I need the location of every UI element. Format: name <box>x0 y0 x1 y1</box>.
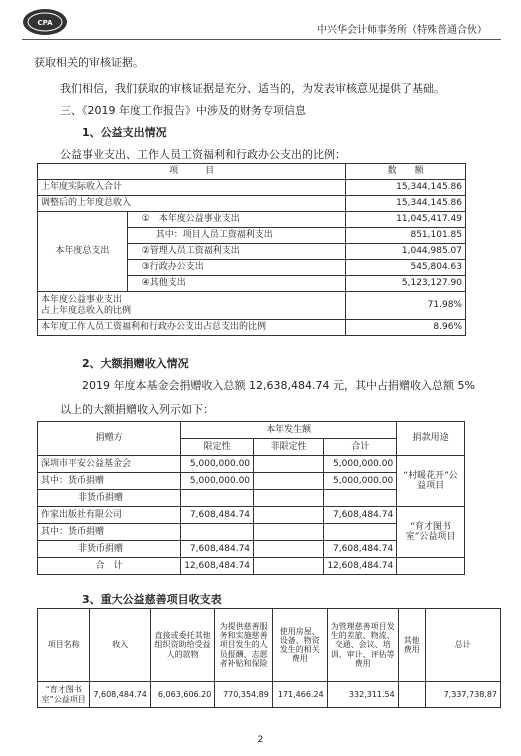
total-header: 合计 <box>324 439 397 456</box>
restricted-cell: 7,608,484.74 <box>181 541 254 558</box>
unrestricted-cell <box>254 473 324 490</box>
ratio1-line-a: 本年度公益事业支出 <box>41 295 123 306</box>
expense-ratio-table <box>37 163 466 336</box>
restricted-cell <box>181 490 254 507</box>
purpose-header: 捐款用途 <box>397 422 465 456</box>
donation-table <box>37 421 465 575</box>
header-facilities: 使用房屋、设备、物资发生的相关费用 <box>272 609 327 682</box>
donor-name: 其中：货币捐赠 <box>38 524 181 541</box>
ratio2-value: 8.96% <box>346 320 466 336</box>
sub-value: 1,044,985.07 <box>346 244 466 260</box>
header-admin: 为管理慈善项目发生的差旅、物流、交通、会议、培训、审计、评估等费用 <box>327 609 398 682</box>
project-other <box>398 682 425 708</box>
header-other: 其他费用 <box>398 609 425 682</box>
restricted-cell: 5,000,000.00 <box>181 456 254 473</box>
s3-heading: 3、重大公益慈善项目收支表 <box>82 593 222 606</box>
row-value: 15,344,145.86 <box>346 196 466 212</box>
header-direct-aid: 直接或委托其他组织资助给受益人的款物 <box>150 609 215 682</box>
cpa-logo <box>22 8 68 36</box>
sub-value: 5,123,127.90 <box>346 276 466 292</box>
donor-header: 捐赠方 <box>38 422 181 456</box>
sub-value: 545,804.63 <box>346 260 466 276</box>
donor-name: 非货币捐赠 <box>38 490 181 507</box>
firm-name: 中兴华会计师事务所（特殊普通合伙） <box>317 25 487 36</box>
ratio1-line-b: 占上年度总收入的比例 <box>41 305 132 316</box>
intro-line-1: 获取相关的审核证据。 <box>34 56 144 69</box>
project-income: 7,608,484.74 <box>90 682 150 708</box>
total-cell: 7,608,484.74 <box>324 541 397 558</box>
header-income: 收入 <box>90 609 150 682</box>
group-label: 本年度总支出 <box>38 212 128 292</box>
sub-value: 851,101.85 <box>346 228 466 244</box>
purpose-1: “村暖花开”公益项目 <box>397 456 465 507</box>
total-cell <box>324 524 397 541</box>
unrestricted-cell <box>254 541 324 558</box>
header-personnel: 为提供慈善服务和实施慈善项目发生的人员报酬、志愿者补贴和保险 <box>215 609 273 682</box>
purpose-2: “育才图书室”公益项目 <box>397 507 465 558</box>
restricted-cell: 7,608,484.74 <box>181 507 254 524</box>
ratio1-label <box>38 292 346 320</box>
ratio2-label: 本年度工作人员工资福利和行政办公支出占总支出的比例 <box>38 320 346 336</box>
s2-heading: 2、大额捐赠收入情况 <box>82 357 189 370</box>
unrestricted-header: 非限定性 <box>254 439 324 456</box>
ratio1-value: 71.98% <box>346 292 466 320</box>
total-purpose <box>397 558 465 575</box>
total-row-label: 合 计 <box>38 558 181 575</box>
row-value: 15,344,145.86 <box>346 180 466 196</box>
total-cell: 5,000,000.00 <box>324 473 397 490</box>
project-total: 7,337,738.87 <box>425 682 501 708</box>
sub-label: ① 本年度公益事业支出 <box>127 212 345 228</box>
col-amount-header: 数 额 <box>346 164 466 180</box>
donor-name: 作家出版社有限公司 <box>38 507 181 524</box>
header-divider <box>22 39 501 40</box>
total-cell: 7,608,484.74 <box>324 507 397 524</box>
donor-name: 其中：货币捐赠 <box>38 473 181 490</box>
project-table <box>37 608 501 708</box>
sub-label: ②管理人员工资福利支出 <box>127 244 345 260</box>
col-item-header: 项 目 <box>38 164 346 180</box>
s1-caption: 公益事业支出、工作人员工资福利和行政办公支出的比例： <box>60 148 346 161</box>
total-unrestricted <box>254 558 324 575</box>
s2-para-1: 2019 年度本基金会捐赠收入总额 12,638,484.74 元，其中占捐赠收入总额 5% <box>82 379 475 392</box>
total-restricted: 12,608,484.74 <box>181 558 254 575</box>
project-name: “育才图书室”公益项目 <box>38 682 90 708</box>
unrestricted-cell <box>254 490 324 507</box>
project-personnel: 770,354.89 <box>215 682 273 708</box>
s2-para-2: 以上的大额捐赠收入列示如下： <box>60 403 214 416</box>
total-cell <box>324 490 397 507</box>
restricted-cell <box>181 524 254 541</box>
unrestricted-cell <box>254 524 324 541</box>
header-total: 总计 <box>425 609 501 682</box>
intro-line-2: 我们相信，我们获取的审核证据是充分、适当的，为发表审核意见提供了基础。 <box>60 82 445 95</box>
donor-name: 深圳市平安公益基金会 <box>38 456 181 473</box>
donor-name: 非货币捐赠 <box>38 541 181 558</box>
year-amount-header: 本年发生额 <box>181 422 397 439</box>
page-number: 2 <box>257 735 264 745</box>
sub-label: ④其他支出 <box>127 276 345 292</box>
sub-value: 11,045,417.49 <box>346 212 466 228</box>
unrestricted-cell <box>254 507 324 524</box>
restricted-cell: 5,000,000.00 <box>181 473 254 490</box>
sub-label: ③行政办公支出 <box>127 260 345 276</box>
s1-heading: 1、公益支出情况 <box>82 126 167 139</box>
restricted-header: 限定性 <box>181 439 254 456</box>
logo-text: CPA <box>37 19 53 27</box>
project-admin: 332,311.54 <box>327 682 398 708</box>
total-cell: 5,000,000.00 <box>324 456 397 473</box>
section-3-title: 三、《2019 年度工作报告》中涉及的财务专项信息 <box>60 104 306 117</box>
header-project-name: 项目名称 <box>38 609 90 682</box>
sub-label: 其中：项目人员工资福利支出 <box>127 228 345 244</box>
row-label: 上年度实际收入合计 <box>38 180 346 196</box>
unrestricted-cell <box>254 456 324 473</box>
row-label: 调整后的上年度总收入 <box>38 196 346 212</box>
project-facilities: 171,466.24 <box>272 682 327 708</box>
total-total: 12,608,484.74 <box>324 558 397 575</box>
project-direct-aid: 6,063,606.20 <box>150 682 215 708</box>
